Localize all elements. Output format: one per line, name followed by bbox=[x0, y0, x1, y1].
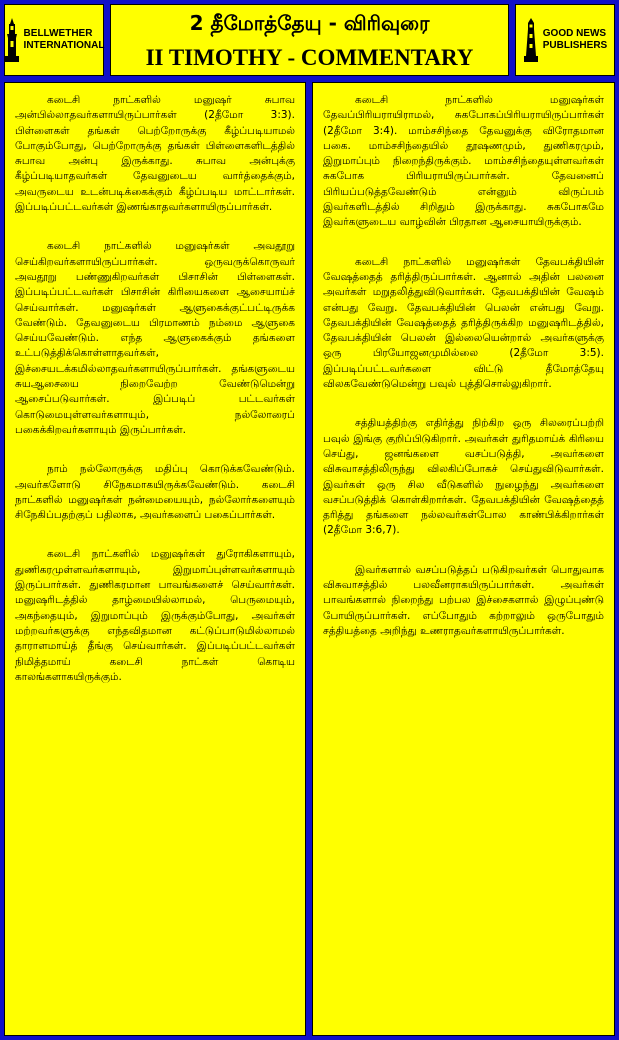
paragraph: நாம் நல்லோருக்கு மதிப்பு கொடுக்கவேண்டும். அவர்களோடு சிநேகமாகயிருக்கவேண்டும். கடைசி நாட்களில் மனுஷர்கள் நன்மையையும், நல்லோர்களையும் சிநேகிப்பதற்குப் பதிலாக, அவர்களைப் பகைப்பார்கள். bbox=[15, 463, 295, 522]
logo-line-1: BELLWETHER bbox=[23, 28, 93, 39]
paragraph: சத்தியத்திற்கு எதிர்த்து நிற்கிற ஒரு சிலரைப்பற்றி பவுல் இங்கு குறிப்பிடுகிறார். அவர்கள் துரிதமாய்க் கிரியை செய்து, ஜனங்களை வசப்படுத்தி, அவர்களை விசுவாசத்திலிருந்து விலகிப்போகச் செய்துவிடுவார்கள். இவர்கள் ஒரு சில வீடுகளில் நுழைந்து அவர்களை வசப்படுத்திக் கொள்கிறார்கள். தேவபக்தியின் வேஷத்தைத் தரித்து தங்களை நல்லவர்கள்போல காண்பிக்கிறார்கள் (2தீமோ 3:6,7). bbox=[323, 417, 604, 537]
bell-tower-icon bbox=[4, 18, 20, 62]
title-banner bbox=[110, 4, 509, 76]
paragraph: கடைசி நாட்களில் மனுஷர்கள் துரோகிகளாயும், துணிகரமுள்ளவர்களாயும், இறுமாப்புள்ளவர்களாயும் இருப்பார்கள். துணிகரமான பாவங்களைச் செய்வார்கள். மனுஷரிடத்தில் தாழ்மையில்லாமல், பெருமையும், அகந்தையும், இறுமாப்பும் இருக்கும்போது, அவர்கள் மற்றவர்களுக்கு எந்தவிதமான கட்டுப்பாடுமில்லாமல் தாராளமாய்த் தீங்கு செய்வார்கள். இப்படிப்பட்டவர்கள் நிமித்தமாய் கடைசி நாட்கள் கொடிய காலங்களாகயிருக்கும். bbox=[15, 548, 295, 683]
paragraph: கடைசி நாட்களில் மனுஷர்கள் தேவப்பிரியராயிராமல், சுகபோகப்பிரியராயிருப்பார்கள் (2தீமோ 3:4). மாம்சசிந்தை தேவனுக்கு விரோதமான பகை. மாம்சசிந்தையில் தூஷணமும், துணிகரமும், இறுமாப்பும் நிறைந்திருக்கும். மாம்சசிந்தையுள்ளவர்கள் சுகபோக பிரியராயிருப்பார்கள். தேவனைப் பிரியப்படுத்தவேண்டும் என்னும் விருப்பம் இவர்களிடத்தில் சிறிதும் இருக்காது. சுகபோகமே இவர்களுடைய வாழ்வின் பிரதான ஆசையாயிருக்கும். bbox=[323, 94, 604, 229]
lighthouse-icon bbox=[523, 18, 539, 62]
left-column bbox=[4, 82, 306, 1036]
paragraph: கடைசி நாட்களில் மனுஷர்கள் அவதூறு செய்கிறவர்களாயிருப்பார்கள். ஒருவருக்கொருவர் அவதூறு பண்ணுகிறவர்கள் பிசாசின் பிள்ளைகள். இப்படிப்பட்டவர்கள் பிசாசின் கிரியைகளை ஆசையாய்ச் செய்வார்கள். மனுஷர்கள் ஆளுகைக்குட்பட்டிருக்க வேண்டும். தேவனுடைய பிரமாணம் நம்மை ஆளுகை செய்யவேண்டும். எந்த ஆளுகைக்கும் தங்களை உட்படுத்திக்கொள்ளாதவர்கள், இச்சையடக்கமில்லாதவர்களாயிருப்பார்கள். தங்களுடைய சுயஆசையை நிறைவேற்ற வேண்டுமென்று ஆசைப்படுவார்கள். இப்படிப் பட்டவர்கள் கொடுமையுள்ளவர்களாயும், நல்லோரைப் பகைக்கிறவர்களாயும் இருப்பார்கள். bbox=[15, 240, 295, 436]
good-news-publishers-logo bbox=[515, 4, 615, 76]
bellwether-logo-text bbox=[24, 28, 105, 52]
good-news-logo-text bbox=[543, 28, 607, 52]
page-title-english: II TIMOTHY - COMMENTARY bbox=[145, 45, 474, 70]
logo-line-2: INTERNATIONAL bbox=[23, 40, 105, 51]
right-column bbox=[312, 82, 615, 1036]
logo-line-2: PUBLISHERS bbox=[542, 40, 608, 51]
page-title-tamil: 2 தீமோத்தேயு - விரிவுரை bbox=[189, 11, 430, 35]
paragraph: கடைசி நாட்களில் மனுஷர் சுபாவ அன்பில்லாதவர்களாயிருப்பார்கள் (2தீமோ 3:3). பிள்ளைகள் தங்கள் பெற்றோருக்கு கீழ்ப்படியாமல் போகும்போது, பெற்றோருக்கு தங்கள் பிள்ளைகளிடத்தில் சுபாவ அன்பு இருக்காது. சுபாவ அன்புக்கு கீழ்ப்படியாதவர்கள் தேவனுடைய வார்த்தைக்கும், அவருடைய உடன்படிக்கைக்கும் கீழ்ப்படிய மாட்டார்கள். இப்படிப்பட்டவர்கள் இணங்காதவர்களாயிருப்பார்கள். bbox=[15, 94, 295, 214]
logo-line-1: GOOD NEWS bbox=[542, 28, 607, 39]
paragraph: இவர்களால் வசப்படுத்தப் படுகிறவர்கள் பொதுவாக விசுவாசத்தில் பலவீனராகயிருப்பார்கள். அவர்கள் பாவங்களால் நிறைந்து பற்பல இச்சைகளால் இழுப்புண்டு போயிருப்பார்கள். எப்போதும் கற்றாலும் ஒருபோதும் சத்தியத்தை அறிந்து உணராதவர்களாயிருப்பார்கள். bbox=[323, 563, 604, 637]
bellwether-logo bbox=[4, 4, 104, 76]
paragraph: கடைசி நாட்களில் மனுஷர்கள் தேவபக்தியின் வேஷத்தைத் தரித்திருப்பார்கள். ஆனால் அதின் பலனை அவர்கள் மறுதலித்துவிடுவார்கள். தேவபக்தியின் வேஷம் என்பது வேறு. தேவபக்தியின் பெலன் என்பது வேறு. தேவபக்தியின் வேஷத்தைத் தரித்திருக்கிற மனுஷரிடத்தில், தேவபக்தியின் பெலன் இல்லையென்றால் அவர்களுக்கு ஒரு பிரயோஜனமுமில்லை (2தீமோ 3:5). இப்படிப்பட்டவர்களை விட்டு தீமோத்தேயு விலகவேண்டுமென்று பவுல் புத்திசொல்லுகிறார். bbox=[323, 255, 604, 391]
